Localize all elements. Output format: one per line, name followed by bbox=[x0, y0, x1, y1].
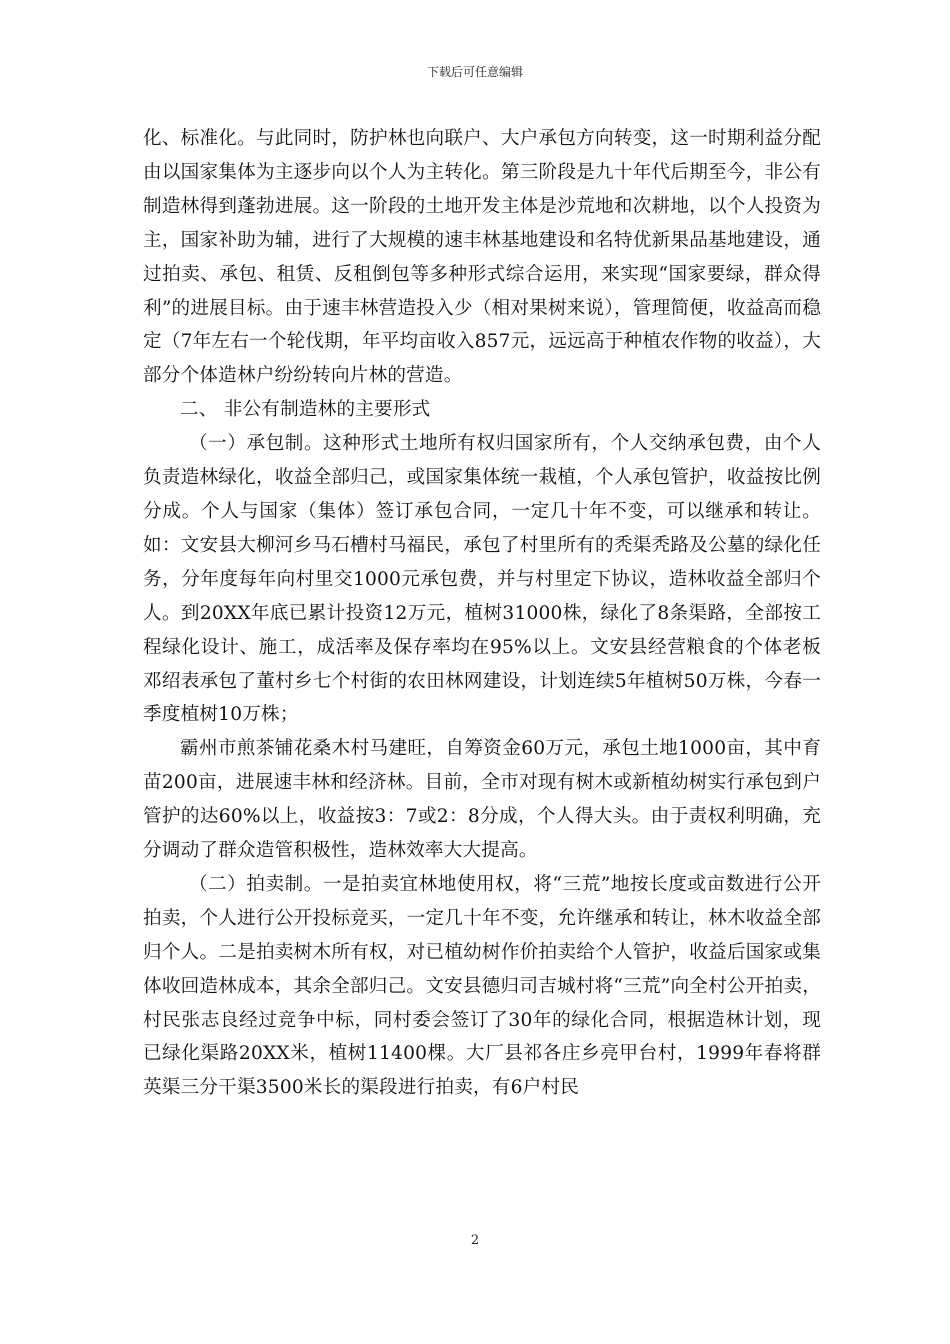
paragraph-contract-system: （一）承包制。这种形式土地所有权归国家所有，个人交纳承包费，由个人负责造林绿化，收益全部归己，或国家集体统一栽植，个人承包管护，收益按比例分成。个人与国家（集体）签订承包合同，一定几十年不变，可以继承和转让。如：文安县大柳河乡马石槽村马福民，承包了村里所有的秃渠秃路及公墓的绿化任务，分年度每年向村里交1000元承包费，并与村里定下协议，造林收益全部归个人。到20XX年底已累计投资12万元，植树31000株，绿化了8条渠路，全部按工程绿化设计、施工，成活率及保存率均在95%以上。文安县经营粮食的个体老板邓绍表承包了董村乡七个村街的农田林网建设，计划连续5年植树50万株，今春一季度植树10万株； bbox=[143, 433, 821, 726]
page-header: 下载后可任意编辑 bbox=[426, 65, 523, 79]
page-number: 2 bbox=[470, 1233, 480, 1248]
paragraph-auction-system: （二）拍卖制。一是拍卖宜林地使用权，将“三荒”地按长度或亩数进行公开拍卖，个人进行公开投标竞买，一定几十年不变，允许继承和转让，林木收益全部归个人。二是拍卖树木所有权，对已植幼树作价拍卖给个人管护，收益后国家或集体收回造林成本，其余全部归己。文安县德归司吉城村将“三荒”向全村公开拍卖，村民张志良经过竞争中标，同村委会签订了30年的绿化合同，根据造林计划，现已绿化渠路20XX米，植树11400棵。大厂县祁各庄乡亮甲台村，1999年春将群英渠三分干渠3500米长的渠段进行拍卖，有6户村民 bbox=[143, 873, 821, 1099]
paragraph-bazhou-example: 霸州市煎茶铺花桑木村马建旺，自筹资金60万元，承包土地1000亩，其中育苗200亩，进展速丰林和经济林。目前，全市对现有树木或新植幼树实行承包到户管护的达60%以上，收益按3：7或2：8分成，个人得大头。由于责权利明确，充分调动了群众造管积极性，造林效率大大提高。 bbox=[143, 738, 821, 862]
document-body bbox=[143, 122, 821, 1105]
section-heading: 二、 非公有制造林的主要形式 bbox=[180, 399, 431, 421]
paragraph-continuation: 化、标准化。与此同时，防护林也向联户、大户承包方向转变，这一时期利益分配由以国家集体为主逐步向以个人为主转化。第三阶段是九十年代后期至今，非公有制造林得到蓬勃进展。这一阶段的土地开发主体是沙荒地和次耕地，以个人投资为主，国家补助为辅，进行了大规模的速丰林基地建设和名特优新果品基地建设，通过拍卖、承包、租赁、反租倒包等多种形式综合运用，来实现“国家要绿，群众得利”的进展目标。由于速丰林营造投入少（相对果树来说），管理简便，收益高而稳定（7年左右一个轮伐期，年平均亩收入857元，远远高于种植农作物的收益），大部分个体造林户纷纷转向片林的营造。 bbox=[143, 128, 821, 387]
